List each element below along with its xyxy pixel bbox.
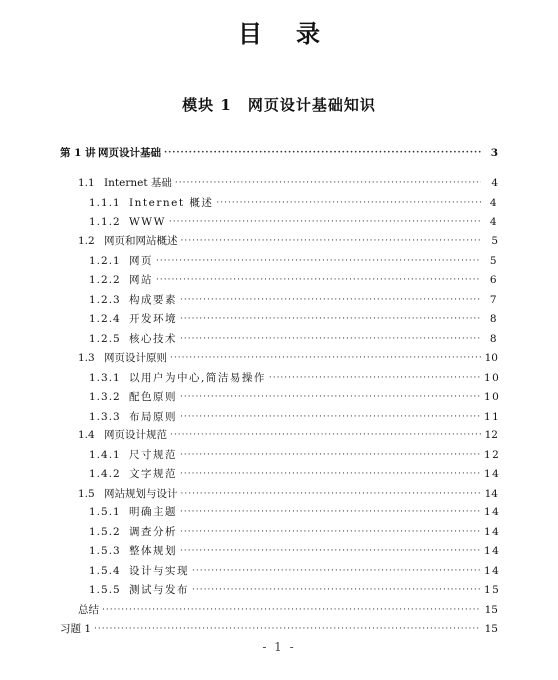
dot-leader — [164, 144, 481, 162]
toc-entry-page: 10 — [484, 391, 501, 403]
toc-entry — [0, 310, 558, 328]
toc-entry-number: 1.2.5 — [89, 333, 121, 345]
toc-entry-title: Internet 概述 — [129, 197, 214, 209]
toc-entry-title: Internet 基础 — [104, 177, 172, 189]
toc-entry-number: 1.1.2 — [89, 216, 121, 228]
toc-entry-page: 3 — [490, 147, 498, 159]
toc-entry-page: 11 — [484, 411, 501, 423]
toc-entry-title: 开发环境 — [129, 313, 177, 325]
toc-entry-title: 网站规划与设计 — [104, 488, 178, 500]
toc-entry-page: 10 — [484, 372, 501, 384]
dot-leader — [180, 523, 481, 541]
dot-leader — [169, 213, 481, 231]
toc-entry — [0, 620, 558, 638]
dot-leader — [180, 388, 481, 406]
toc-entry — [0, 465, 558, 483]
toc-entry — [0, 446, 558, 464]
toc-entry — [0, 426, 558, 444]
toc-entry-number: 1.5.2 — [89, 526, 121, 538]
toc-entry-title: 整体规划 — [129, 545, 177, 557]
toc-entry-title: 习题 1 — [60, 623, 92, 635]
dot-leader — [180, 465, 481, 483]
toc-entry-number: 1.1.1 — [89, 197, 121, 209]
toc-entry-page: 14 — [484, 545, 501, 557]
toc-entry-number: 1.5.5 — [89, 584, 121, 596]
toc-entry-title: 测试与发布 — [129, 584, 189, 596]
toc-entry — [0, 562, 558, 580]
toc-entry — [0, 213, 558, 231]
dot-leader — [216, 194, 481, 212]
toc-entry-title: 总结 — [78, 604, 99, 616]
toc-entry — [0, 523, 558, 541]
page-title: 目录 — [238, 19, 354, 48]
dot-leader — [181, 485, 482, 503]
toc-entry-title: 文字规范 — [129, 468, 177, 480]
toc-entry-page: 5 — [489, 255, 498, 267]
toc-entry — [0, 291, 558, 309]
toc-entry-number: 1.2.2 — [89, 274, 121, 286]
toc-entry-number: 1.3 — [78, 352, 95, 364]
toc-entry — [0, 388, 558, 406]
toc-entry-number: 1.2.1 — [89, 255, 121, 267]
dot-leader — [102, 601, 481, 619]
dot-leader — [269, 369, 481, 387]
dot-leader — [180, 330, 481, 348]
toc-entry-title: 调查分析 — [129, 526, 177, 538]
dot-leader — [192, 562, 481, 580]
toc-entry-page: 14 — [484, 506, 501, 518]
dot-leader — [180, 291, 481, 309]
toc-entry-page: 8 — [489, 333, 498, 345]
toc-entry-page: 15 — [484, 623, 498, 635]
toc-entry-page: 4 — [489, 216, 498, 228]
toc-entry-title: 网页 — [129, 255, 153, 267]
toc-entry — [0, 581, 558, 599]
toc-entry — [0, 194, 558, 212]
toc-entry-title: 网页设计规范 — [104, 429, 167, 441]
toc-entry-page: 14 — [484, 565, 501, 577]
toc-entry-number: 1.3.2 — [89, 391, 121, 403]
toc-entry — [0, 503, 558, 521]
page-number-footer: - 1 - — [262, 640, 296, 654]
dot-leader — [180, 503, 481, 521]
toc-entry-number: 1.2.4 — [89, 313, 121, 325]
toc-entry — [0, 271, 558, 289]
toc-entry-title: 核心技术 — [129, 333, 177, 345]
toc-entry-page: 14 — [484, 488, 498, 500]
toc-entry-page: 12 — [484, 429, 498, 441]
toc-entry-page: 14 — [484, 526, 501, 538]
toc-entry-title: 网站 — [129, 274, 153, 286]
toc-entry-page: 5 — [491, 235, 498, 247]
toc-entry-number: 1.5.4 — [89, 565, 121, 577]
dot-leader — [180, 408, 481, 426]
toc-entry-page: 14 — [484, 468, 501, 480]
toc-entry-number: 1.5.1 — [89, 506, 121, 518]
toc-entry-number: 1.5 — [78, 488, 95, 500]
toc-entry-number: 第 1 讲 — [60, 147, 96, 159]
toc-entry-page: 4 — [491, 177, 498, 189]
toc-entry — [0, 408, 558, 426]
dot-leader — [175, 174, 481, 192]
toc-entry-title: 配色原则 — [129, 391, 177, 403]
dot-leader — [170, 349, 481, 367]
toc-entry-title: 尺寸规范 — [129, 449, 177, 461]
toc-entry-number: 1.2.3 — [89, 294, 121, 306]
dot-leader — [170, 426, 481, 444]
toc-entry — [0, 601, 558, 619]
dot-leader — [192, 581, 481, 599]
toc-entry — [0, 232, 558, 250]
toc-entry-title: 网页和网站概述 — [104, 235, 178, 247]
dot-leader — [156, 252, 481, 270]
toc-entry-page: 7 — [489, 294, 498, 306]
toc-entry-page: 6 — [489, 274, 498, 286]
toc-entry-page: 12 — [484, 449, 501, 461]
dot-leader — [180, 446, 481, 464]
toc-entry-title: 网页设计基础 — [98, 147, 161, 159]
toc-entry-title: 设计与实现 — [129, 565, 189, 577]
toc-entry-number: 1.1 — [78, 177, 95, 189]
toc-entry-title: 布局原则 — [129, 411, 177, 423]
toc-entry — [0, 174, 558, 192]
toc-entry-title: 网页设计原则 — [104, 352, 167, 364]
toc-entry — [0, 252, 558, 270]
toc-entry-title: 构成要素 — [129, 294, 177, 306]
toc-entry-number: 1.4 — [78, 429, 95, 441]
dot-leader — [181, 232, 482, 250]
dot-leader — [180, 542, 481, 560]
toc-entry-page: 8 — [489, 313, 498, 325]
toc-entry-page: 4 — [489, 197, 498, 209]
toc-entry-number: 1.3.3 — [89, 411, 121, 423]
toc-entry-page: 15 — [484, 604, 498, 616]
toc-entry-number: 1.2 — [78, 235, 95, 247]
toc-entry — [0, 144, 558, 162]
toc-entry-page: 10 — [484, 352, 498, 364]
toc-entry — [0, 542, 558, 560]
dot-leader — [156, 271, 481, 289]
toc-entry — [0, 330, 558, 348]
toc-entry-title: 明确主题 — [129, 506, 177, 518]
toc-entry — [0, 485, 558, 503]
toc-entry-number: 1.5.3 — [89, 545, 121, 557]
toc-entry-title: 以用户为中心,简洁易操作 — [129, 372, 266, 384]
toc-entry-number: 1.3.1 — [89, 372, 121, 384]
toc-entry-number: 1.4.2 — [89, 468, 121, 480]
dot-leader — [180, 310, 481, 328]
toc-entry-page: 15 — [484, 584, 501, 596]
toc-entry — [0, 349, 558, 367]
toc-entry — [0, 369, 558, 387]
module-title: 模块 1 网页设计基础知识 — [182, 96, 376, 114]
dot-leader — [94, 620, 481, 638]
toc-entry-title: WWW — [129, 216, 166, 228]
toc-entry-number: 1.4.1 — [89, 449, 121, 461]
